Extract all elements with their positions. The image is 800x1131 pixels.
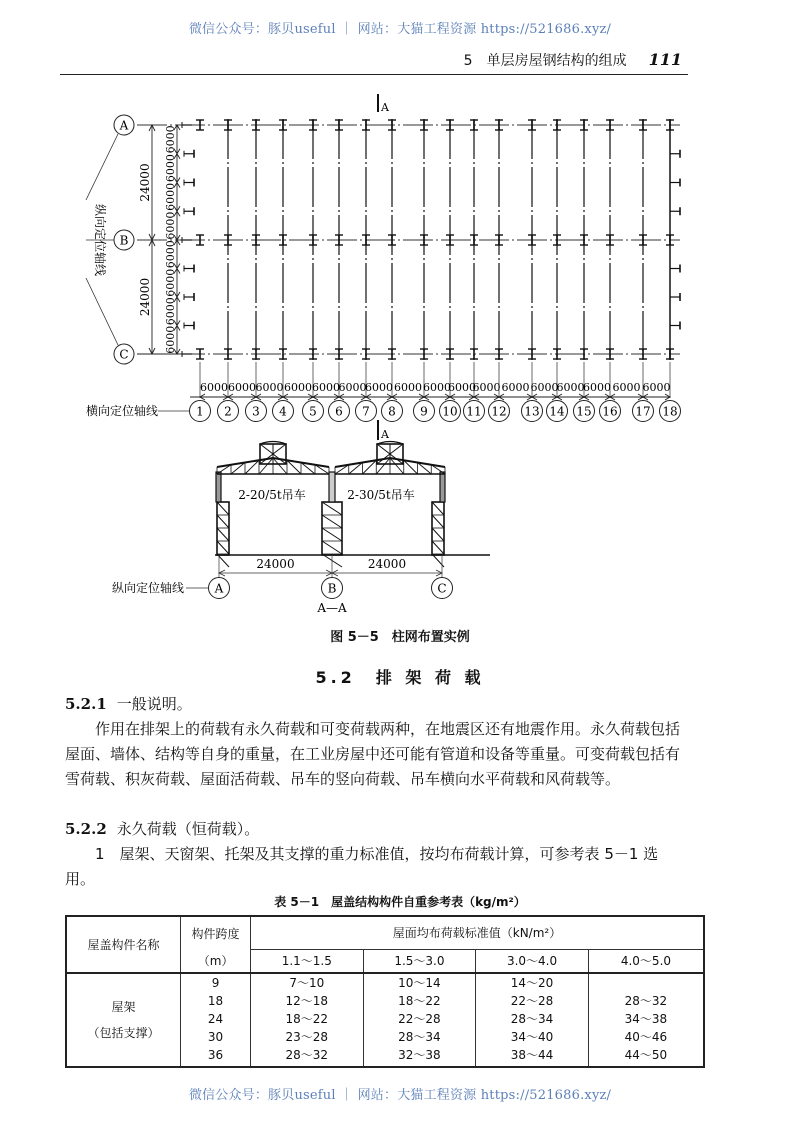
crane-label-right: 2-30/5t吊车 (347, 488, 415, 502)
member-name: 屋架 (111, 1000, 136, 1014)
load-value-cell: 28～32 (588, 992, 704, 1010)
header-load-range: 4.0～5.0 (588, 949, 704, 973)
header-load-range: 1.5～3.0 (363, 949, 476, 973)
span-cell: 9 (181, 973, 251, 992)
header-member-name: 屋盖构件名称 (66, 916, 181, 973)
bay-dimension: 6000 (164, 211, 177, 240)
subsection-title: 永久荷载（恒荷载）。 (116, 820, 260, 838)
load-value-cell: 32～38 (363, 1046, 476, 1067)
column-spacing-dimension: 6000 (284, 381, 312, 394)
column-axis-label: 16 (602, 404, 618, 419)
column-grid-plan (0, 80, 800, 450)
section-title: 5.2 排 架 荷 载 (315, 668, 485, 687)
header-load-group: 屋面均布荷载标准值（kN/m²） (250, 916, 704, 949)
load-value-cell: 7～10 (250, 973, 363, 992)
subsection-number: 5.2.2 (65, 820, 107, 838)
column-axis-label: 14 (549, 404, 565, 419)
member-note: （包括支撑） (87, 1026, 160, 1040)
column-spacing-dimension: 6000 (530, 381, 559, 394)
span-cell: 24 (181, 1010, 251, 1028)
header-load-range: 3.0～4.0 (476, 949, 589, 973)
paragraph-item-1: 1 屋架、天窗架、托架及其支撑的重力标准值，按均布荷载计算，可参考表 5－1 选用。 (65, 845, 659, 888)
column-spacing-dimension: 6000 (472, 381, 501, 394)
cross-section-drawing (0, 430, 800, 620)
column-axis-label: 8 (388, 404, 396, 419)
subsection-title: 一般说明。 (116, 695, 192, 713)
section-mark-top: A (381, 101, 389, 114)
column-axis-label: 2 (224, 404, 232, 419)
section-mark-bottom: A (381, 428, 389, 441)
column-spacing-dimension: 6000 (556, 381, 585, 394)
column-axis-label: 1 (196, 404, 204, 419)
load-value-cell: 14～20 (476, 973, 589, 992)
span-cell: 18 (181, 992, 251, 1010)
load-value-cell: 22～28 (363, 1010, 476, 1028)
subsection-5-2-1-heading (65, 692, 685, 717)
table-title: 表 5－1 屋盖结构构件自重参考表（kg/m²） (274, 895, 526, 909)
paragraph-general: 作用在排架上的荷载有永久荷载和可变荷载两种，在地震区还有地震作用。永久荷载包括屋面、墙体、结构等自身的重量，在工业房屋中还可能有管道和设备等重量。可变荷载包括有雪荷载、积灰荷载、屋面活荷载、吊车的竖向荷载、吊车横向水平荷载和风荷载等。 (65, 720, 681, 788)
load-value-cell: 38～44 (476, 1046, 589, 1067)
load-value-cell: 28～32 (250, 1046, 363, 1067)
chapter-title: 5 单层房屋钢结构的组成 (463, 53, 627, 69)
column-spacing-dimension: 6000 (228, 381, 256, 394)
column-axis-label: 6 (335, 404, 343, 419)
column-axis-label: 17 (635, 404, 651, 419)
load-value-cell: 34～38 (588, 1010, 704, 1028)
column-axis-label: 3 (252, 404, 260, 419)
column-spacing-dimension: 6000 (448, 381, 476, 394)
span-right-dimension: 24000 (367, 557, 407, 571)
column-spacing-dimension: 6000 (394, 381, 422, 394)
load-value-cell: 22～28 (476, 992, 589, 1010)
section-longitudinal-label: 纵向定位轴线 (112, 581, 185, 595)
crane-label-left: 2-20/5t吊车 (238, 488, 306, 502)
subsection-5-2-2-heading (65, 817, 685, 842)
bay-dimension: 6000 (164, 182, 177, 211)
transverse-axis-label: 横向定位轴线 (86, 404, 159, 418)
column-axis-label: 4 (279, 404, 287, 419)
column-axis-label: 5 (309, 404, 317, 419)
load-value-cell: 40～46 (588, 1028, 704, 1046)
load-value-cell (588, 973, 704, 992)
running-header (464, 50, 682, 70)
column-axis-label: 9 (420, 404, 428, 419)
load-value-cell: 28～34 (476, 1010, 589, 1028)
column-spacing-dimension: 6000 (642, 381, 671, 394)
bay-dimension: 6000 (164, 125, 177, 154)
load-value-cell: 23～28 (250, 1028, 363, 1046)
longitudinal-axis-label: 纵向定位轴线 (93, 203, 107, 277)
span-cell: 30 (181, 1028, 251, 1046)
column-spacing-dimension: 6000 (365, 381, 393, 394)
load-value-cell: 18～22 (363, 992, 476, 1010)
watermark-top: 微信公众号：豚贝useful ｜ 网站：大猫工程资源 https://521686.xyz/ (188, 22, 612, 37)
subsection-number: 5.2.1 (65, 695, 107, 713)
header-span-1: 构件跨度 (181, 916, 251, 949)
figure-caption: 图 5－5 柱网布置实例 (330, 630, 470, 645)
column-axis-label: 13 (524, 404, 540, 419)
page-number: 111 (648, 50, 682, 69)
column-spacing-dimension: 6000 (255, 381, 284, 394)
column-spacing-dimension: 6000 (312, 381, 340, 394)
column-axis-label: 12 (491, 404, 507, 419)
table-row (66, 973, 704, 992)
span-cell: 36 (181, 1046, 251, 1067)
header-span-unit: （m） (181, 949, 251, 973)
bay-dimension: 6000 (164, 240, 177, 269)
row-axis-label: C (119, 347, 129, 362)
column-axis-label: 15 (576, 404, 592, 419)
column-spacing-dimension: 6000 (612, 381, 641, 394)
section-axis-label: B (327, 581, 337, 596)
load-value-cell: 44～50 (588, 1046, 704, 1067)
section-axis-label: A (214, 581, 224, 596)
row-axis-label: B (119, 233, 129, 248)
table-body (66, 973, 704, 1067)
load-value-cell: 28～34 (363, 1028, 476, 1046)
member-name-cell (66, 973, 181, 1067)
self-weight-table (65, 915, 705, 1068)
bay-dimension: 6000 (164, 325, 177, 354)
section-axis-label: C (437, 581, 447, 596)
header-load-range: 1.1～1.5 (250, 949, 363, 973)
span-left-dimension: 24000 (256, 557, 295, 571)
column-axis-label: 11 (466, 404, 482, 419)
bay-dimension: 6000 (164, 297, 177, 326)
header-rule (60, 74, 688, 75)
column-axis-label: 18 (662, 404, 678, 419)
bay-dimension: 6000 (164, 154, 177, 183)
column-spacing-dimension: 6000 (338, 381, 367, 394)
load-value-cell: 10～14 (363, 973, 476, 992)
span-dimension: 24000 (138, 163, 152, 202)
column-spacing-dimension: 6000 (423, 381, 451, 394)
column-spacing-dimension: 6000 (583, 381, 611, 394)
span-dimension: 24000 (138, 277, 152, 317)
section-name: A—A (317, 601, 347, 615)
column-spacing-dimension: 6000 (501, 381, 530, 394)
column-axis-label: 7 (362, 404, 370, 419)
load-value-cell: 12～18 (250, 992, 363, 1010)
column-spacing-dimension: 6000 (200, 381, 228, 394)
watermark-bottom: 微信公众号：豚贝useful ｜ 网站：大猫工程资源 https://521686.xyz/ (188, 1088, 612, 1103)
column-axis-label: 10 (442, 404, 458, 419)
row-axis-label: A (119, 118, 129, 133)
load-value-cell: 34～40 (476, 1028, 589, 1046)
load-value-cell: 18～22 (250, 1010, 363, 1028)
bay-dimension: 6000 (164, 268, 177, 297)
